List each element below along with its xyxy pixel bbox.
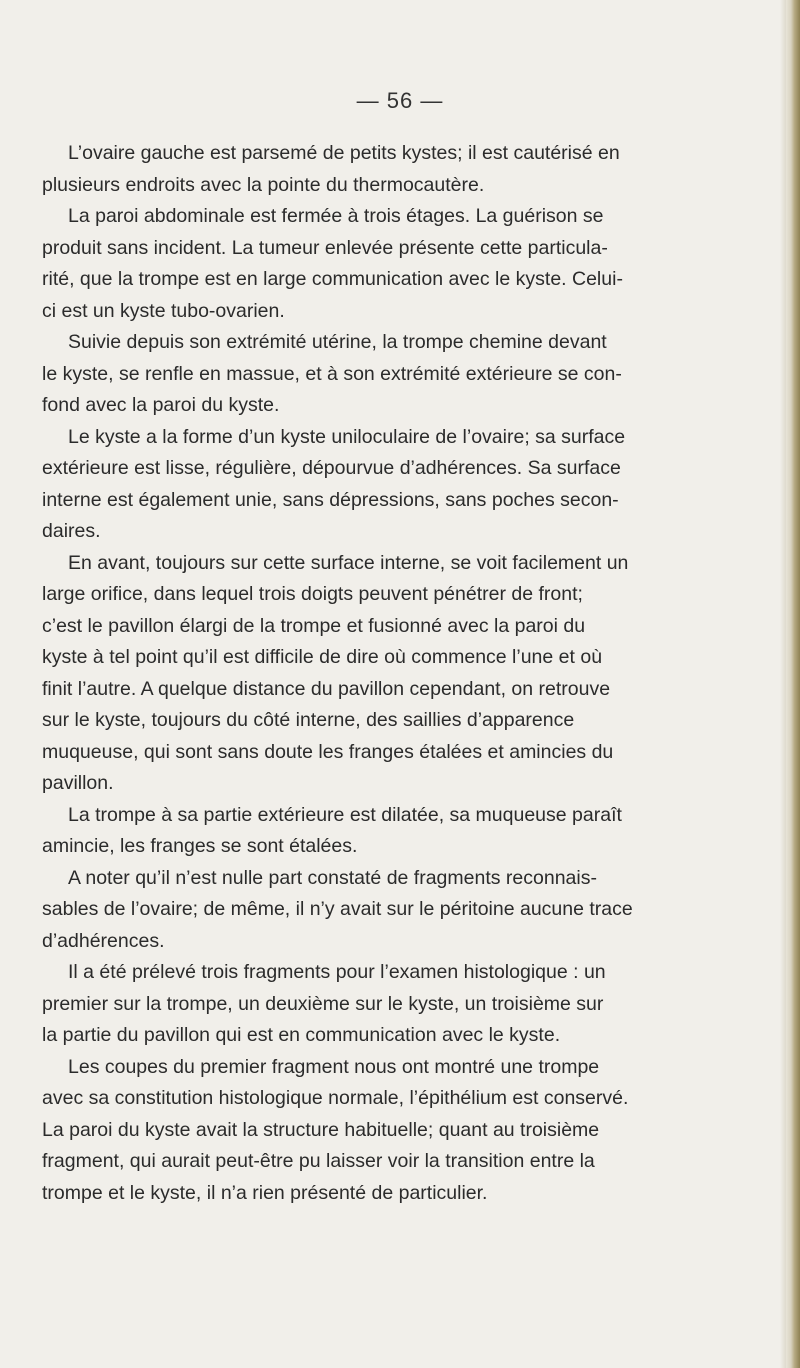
text-line: avec sa constitution histologique normale, l’épithélium est conservé. (42, 1087, 629, 1109)
text-line: Suivie depuis son extrémité utérine, la trompe chemine devant (68, 331, 607, 353)
text-line: pavillon. (42, 772, 114, 794)
scan-edge (786, 0, 800, 1368)
text-line: L’ovaire gauche est parsemé de petits kystes; il est cautérisé en (68, 142, 620, 164)
text-line: A noter qu’il n’est nulle part constaté de fragments reconnais- (68, 866, 597, 889)
text-line: interne est également unie, sans dépressions, sans poches secon- (42, 488, 619, 511)
page-number: — 56 — (356, 88, 444, 113)
text-line: extérieure est lisse, régulière, dépourvue d’adhérences. Sa surface (42, 457, 621, 479)
text-line: sur le kyste, toujours du côté interne, des saillies d’apparence (42, 709, 575, 731)
text-line: kyste à tel point qu’il est difficile de dire où commence l’une et où (42, 646, 603, 668)
text-line: La paroi du kyste avait la structure habituelle; quant au troisième (42, 1118, 600, 1141)
text-line: amincie, les franges se sont étalées. (42, 835, 358, 857)
text-line: Les coupes du premier fragment nous ont montré une trompe (68, 1055, 600, 1078)
text-line: finit l’autre. A quelque distance du pavillon cependant, on retrouve (42, 677, 611, 700)
text-line: Le kyste a la forme d’un kyste uniloculaire de l’ovaire; sa surface (68, 425, 626, 448)
text-line: fond avec la paroi du kyste. (42, 394, 280, 416)
text-line: plusieurs endroits avec la pointe du thermocautère. (42, 173, 485, 196)
text-line: Il a été prélevé trois fragments pour l’examen histologique : un (68, 961, 606, 983)
text-line: large orifice, dans lequel trois doigts peuvent pénétrer de front; (42, 583, 583, 605)
text-line: muqueuse, qui sont sans doute les franges étalées et amincies du (42, 740, 614, 763)
text-line: sables de l’ovaire; de même, il n’y avait sur le péritoine aucune trace (42, 898, 633, 920)
text-line: la partie du pavillon qui est en communication avec le kyste. (42, 1024, 561, 1046)
text-line: produit sans incident. La tumeur enlevée présente cette particula- (42, 236, 608, 259)
text-line: le kyste, se renfle en massue, et à son extrémité extérieure se con- (42, 362, 622, 385)
text-line: daires. (42, 520, 101, 542)
text-line: En avant, toujours sur cette surface interne, se voit facilement un (68, 551, 629, 574)
text-line: premier sur la trompe, un deuxième sur le kyste, un troisième sur (42, 992, 604, 1015)
text-line: ci est un kyste tubo-ovarien. (42, 299, 285, 322)
text-line: c’est le pavillon élargi de la trompe et fusionné avec la paroi du (42, 614, 586, 637)
text-line: d’adhérences. (42, 929, 165, 952)
text-line: trompe et le kyste, il n’a rien présenté de particulier. (42, 1181, 488, 1204)
text-line: La paroi abdominale est fermée à trois étages. La guérison se (68, 205, 604, 227)
text-line: rité, que la trompe est en large communication avec le kyste. Celui- (42, 268, 623, 290)
text-line: La trompe à sa partie extérieure est dilatée, sa muqueuse paraît (68, 803, 622, 826)
text-line: fragment, qui aurait peut-être pu laisser voir la transition entre la (42, 1150, 595, 1172)
